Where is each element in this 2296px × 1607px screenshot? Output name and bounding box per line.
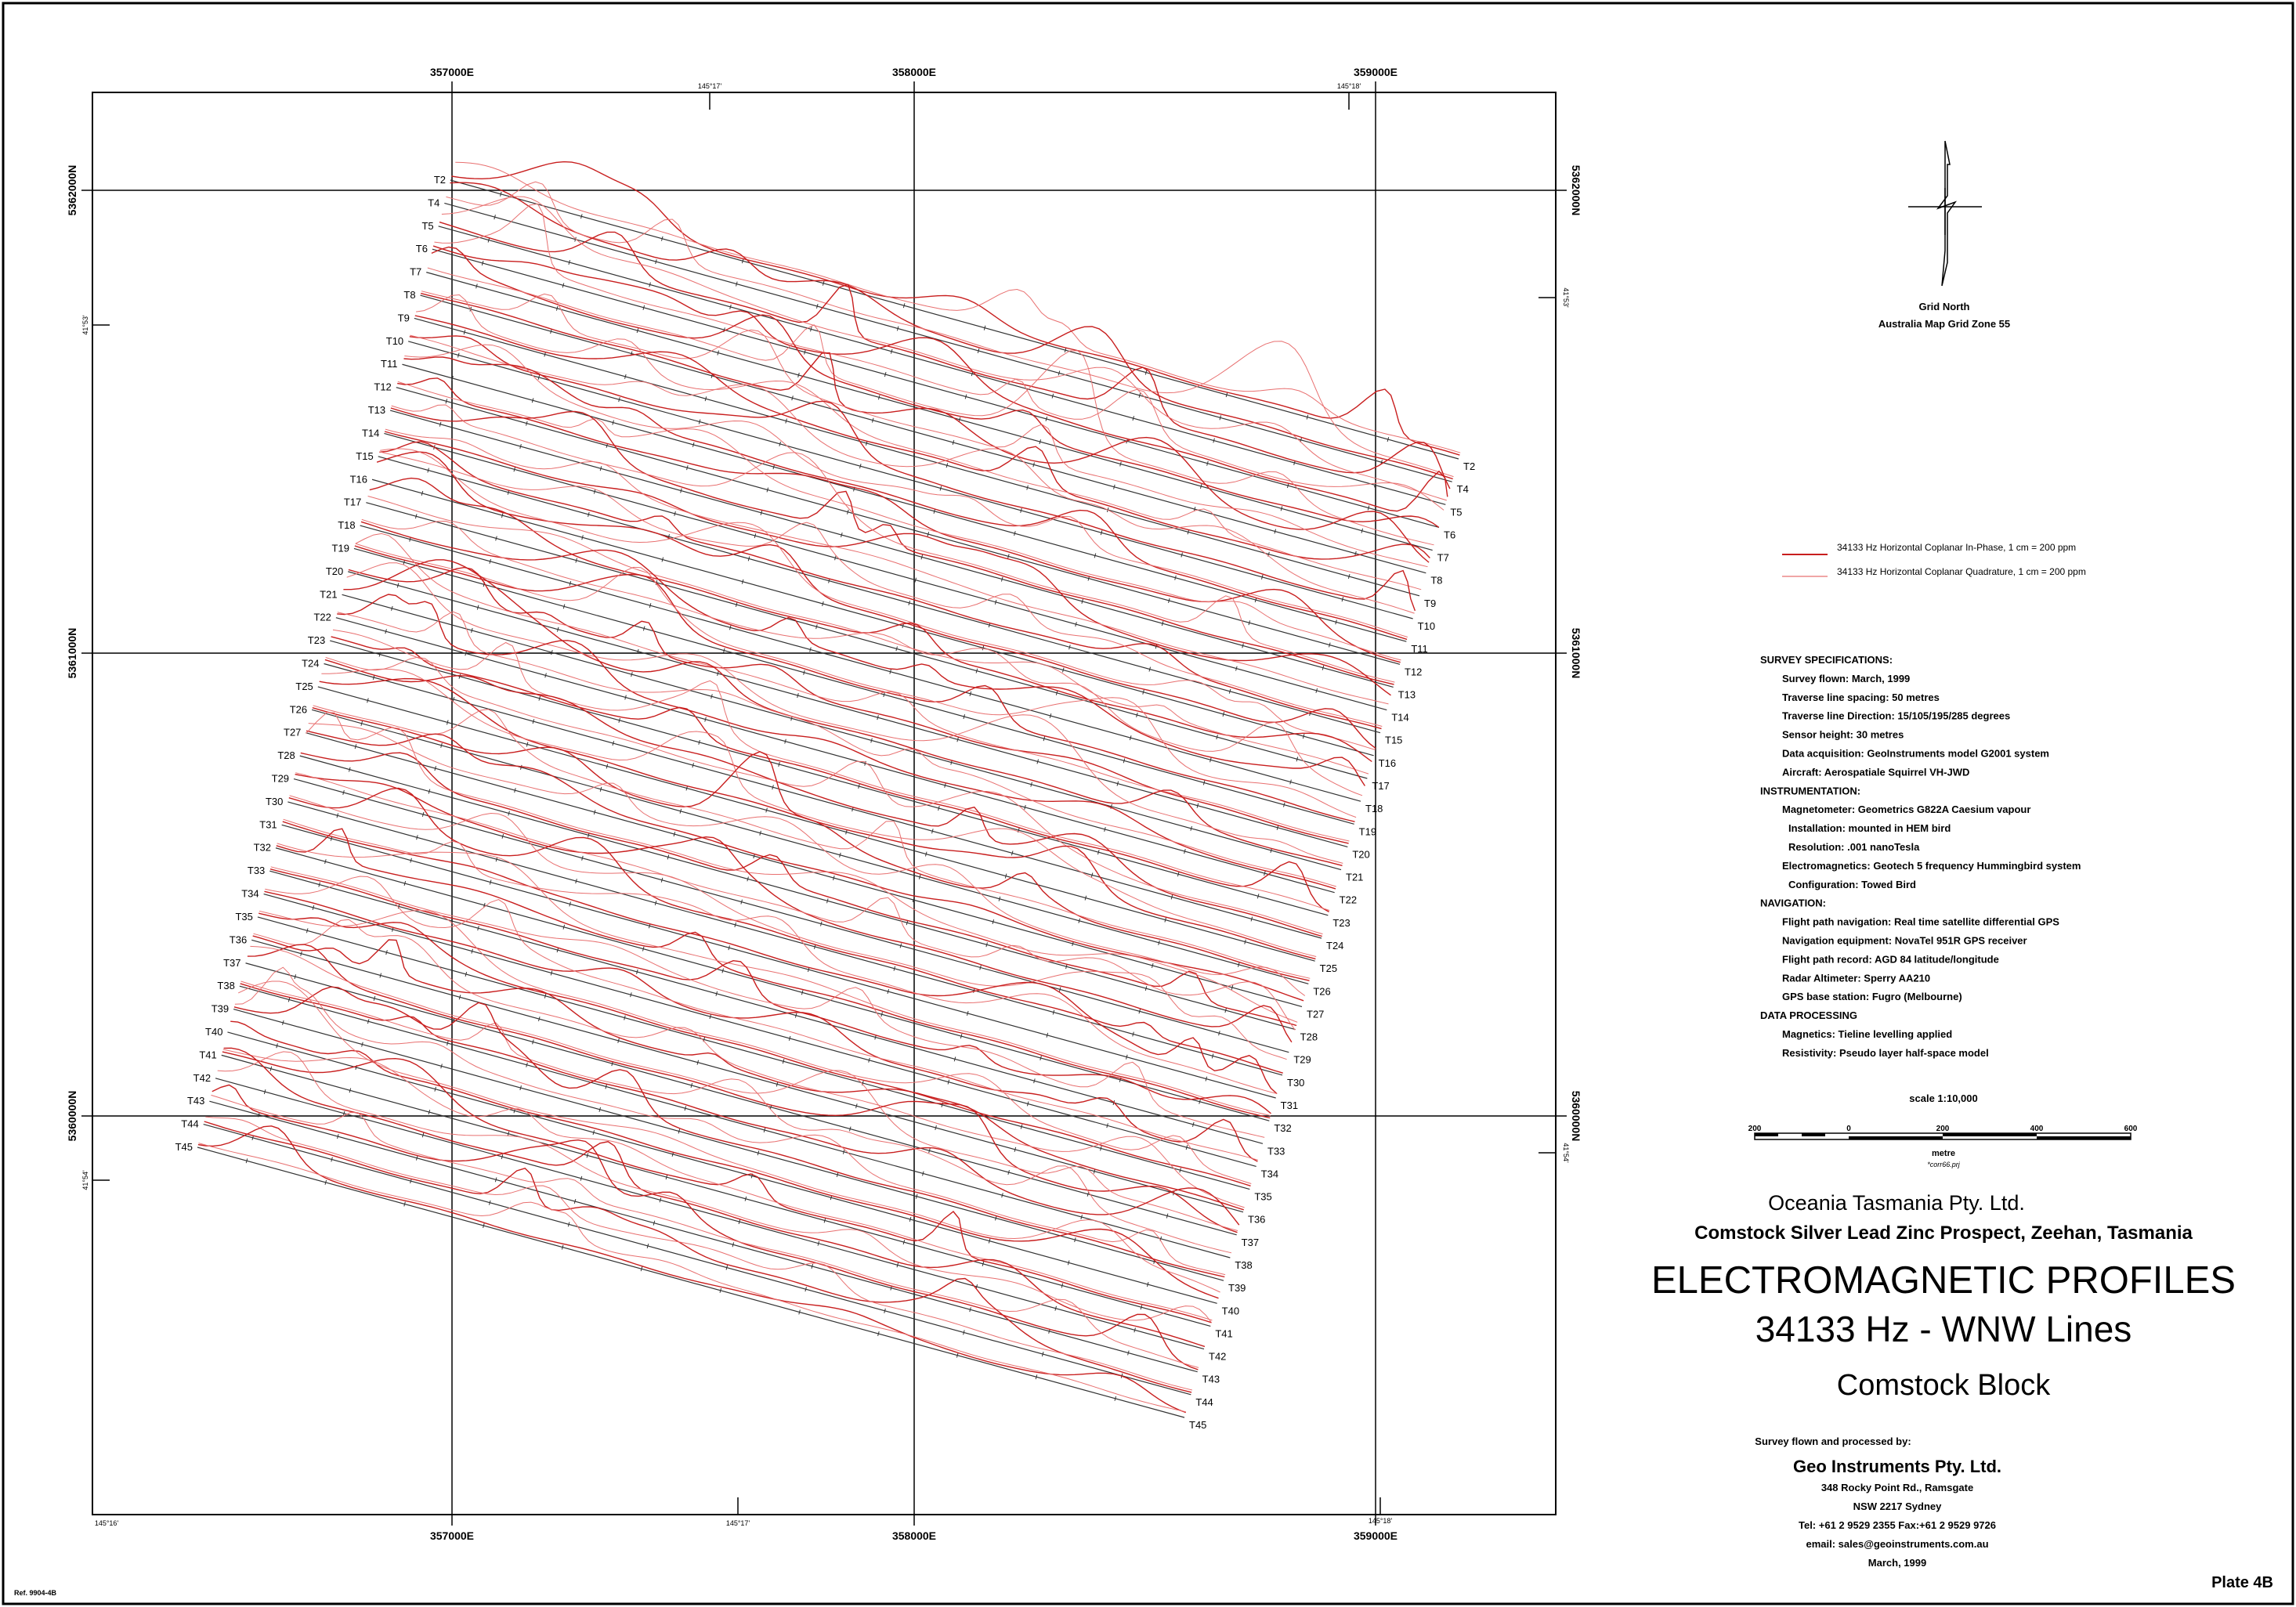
line-label-start: T27 [284, 726, 302, 738]
inphase-profile [415, 316, 1430, 559]
line-label-start: T45 [175, 1141, 193, 1153]
line-label-end: T27 [1307, 1008, 1325, 1020]
plate-number: Plate 4B [2211, 1574, 2273, 1591]
scale-tick-1: 200 [1748, 1125, 1762, 1133]
inphase-profile [337, 594, 1336, 889]
spec-line: Installation: mounted in HEM bird [1788, 822, 1951, 835]
quadrature-profile [241, 981, 1232, 1253]
inphase-profile [385, 432, 1390, 695]
quadrature-profile [455, 162, 1460, 453]
line-label-end: T7 [1437, 551, 1449, 564]
inphase-profile [355, 546, 1355, 822]
inphase-profile [283, 822, 1277, 1094]
line-label-start: T43 [186, 1095, 205, 1107]
spec-line: Data acquisition: GeoInstruments model G2001 system [1782, 747, 2049, 760]
line-label-end: T8 [1430, 574, 1443, 587]
line-label-start: T19 [331, 542, 349, 554]
easting-label-top-1: 357000E [429, 66, 475, 78]
inphase-profile [325, 659, 1322, 936]
line-label-start: T22 [313, 611, 331, 623]
credits [1755, 1435, 2001, 1569]
easting-label-bottom-2: 358000E [891, 1529, 937, 1542]
line-label-end: T19 [1358, 825, 1377, 838]
quadrature-profile [295, 773, 1295, 1031]
legend [1782, 542, 2086, 577]
spec-line: INSTRUMENTATION: [1760, 785, 1861, 797]
spec-line: Resolution: .001 nanoTesla [1788, 841, 1920, 853]
grid-labels [66, 66, 1582, 1542]
line-label-start: T35 [235, 910, 253, 923]
line-label-start: T2 [433, 174, 446, 186]
spec-line: SURVEY SPECIFICATIONS: [1760, 654, 1893, 666]
line-label-end: T40 [1221, 1305, 1240, 1317]
line-label-start: T32 [253, 841, 271, 854]
scale-bar [1748, 1092, 2138, 1168]
line-label-end: T39 [1228, 1282, 1246, 1295]
line-label-start: T18 [338, 519, 356, 532]
geo-bottom-2: 145°17' [725, 1519, 750, 1527]
inphase-profile [301, 753, 1296, 1025]
geo-bottom-3: 145°18' [1368, 1517, 1393, 1525]
quadrature-profile [356, 543, 1356, 818]
line-label-start: T20 [325, 565, 344, 577]
line-label-start: T40 [205, 1025, 223, 1038]
line-label-start: T6 [415, 243, 428, 255]
line-label-start: T10 [385, 334, 404, 347]
line-label-end: T33 [1267, 1145, 1285, 1157]
geo-side-right-2: 41°54' [1562, 1143, 1570, 1163]
line-label-start: T42 [193, 1071, 212, 1084]
quadrature-profile [271, 867, 1265, 1138]
line-label-start: T11 [381, 358, 398, 370]
line-label-start: T38 [217, 980, 235, 992]
legend-label-quadrature: 34133 Hz Horizontal Coplanar Quadrature, 1 cm = 200 ppm [1837, 566, 2086, 577]
quadrature-profile [306, 713, 1298, 1023]
quadrature-profile [265, 876, 1258, 1160]
survey-specifications [1760, 654, 2081, 1059]
line-label-start: T41 [199, 1049, 217, 1061]
scale-title: scale 1:10,000 [1909, 1092, 1978, 1104]
geo-side-left-2: 41°54' [81, 1170, 89, 1190]
inphase-profile [433, 246, 1448, 511]
spec-line: NAVIGATION: [1760, 897, 1827, 909]
scale-tick-5: 600 [2124, 1125, 2138, 1133]
north-arrow-icon [1938, 141, 1955, 286]
quadrature-profile [277, 843, 1271, 1116]
inphase-profile [370, 478, 1372, 762]
spec-line: Radar Altimeter: Sperry AA210 [1782, 972, 1931, 984]
grid [81, 81, 1567, 1526]
line-label-end: T37 [1241, 1236, 1260, 1248]
line-label-end: T45 [1189, 1419, 1207, 1431]
spec-line: Electromagnetics: Geotech 5 frequency Hummingbird system [1782, 859, 2081, 872]
line-label-end: T17 [1372, 780, 1390, 792]
geo-side-left-1: 41°53' [81, 315, 89, 335]
easting-label-bottom-1: 357000E [429, 1529, 475, 1542]
line-label-end: T24 [1326, 940, 1344, 952]
line-label-end: T30 [1287, 1076, 1305, 1089]
spec-line: Configuration: Towed Bird [1788, 878, 1916, 890]
line-label-start: T29 [271, 772, 290, 785]
prospect-name: Comstock Silver Lead Zinc Prospect, Zeehan, Tasmania [1694, 1222, 2193, 1244]
quadrature-profile [333, 630, 1329, 910]
line-label-start: T23 [307, 634, 326, 647]
line-label-end: T41 [1215, 1327, 1233, 1340]
line-label-start: T25 [295, 680, 313, 692]
spec-line: Aircraft: Aerospatiale Squirrel VH-JWD [1782, 766, 1970, 778]
line-label-end: T16 [1378, 757, 1397, 769]
scale-tick-2: 0 [1846, 1125, 1851, 1133]
line-label-end: T42 [1209, 1350, 1227, 1363]
line-label-start: T39 [211, 1002, 230, 1015]
geo-bottom-1: 145°16' [94, 1519, 119, 1527]
inphase-profile [421, 294, 1429, 562]
credits-line-5: March, 1999 [1868, 1557, 1927, 1569]
line-label-end: T38 [1235, 1259, 1253, 1271]
main-title-2: 34133 Hz - WNW Lines [1755, 1309, 2132, 1349]
line-label-end: T29 [1293, 1053, 1311, 1066]
line-label-end: T36 [1248, 1213, 1266, 1226]
inphase-profile [450, 182, 1452, 478]
spec-line: Magnetics: Tieline levelling applied [1782, 1028, 1953, 1040]
credits-line-4: email: sales@geoinstruments.com.au [1806, 1538, 1989, 1550]
ref-number: Ref. 9904-4B [14, 1589, 57, 1597]
spec-line: Survey flown: March, 1999 [1782, 672, 1911, 684]
quadrature-profile [404, 345, 1408, 637]
line-label-start: T4 [428, 197, 440, 209]
line-label-end: T35 [1254, 1190, 1272, 1203]
quadrature-profile [309, 724, 1305, 996]
scale-tick-3: 200 [1936, 1125, 1950, 1133]
line-label-start: T44 [181, 1118, 199, 1130]
line-label-start: T37 [223, 956, 241, 969]
northing-label-right-1: 5362000N [1570, 164, 1582, 216]
scale-unit: metre [1932, 1149, 1955, 1158]
line-label-start: T16 [349, 473, 368, 486]
credits-line-2: NSW 2217 Sydney [1853, 1500, 1942, 1512]
geo-side-right-1: 41°53' [1562, 287, 1570, 308]
line-label-start: T13 [367, 404, 386, 417]
line-label-end: T13 [1397, 688, 1416, 701]
line-label-end: T18 [1365, 803, 1383, 815]
easting-label-bottom-3: 359000E [1353, 1529, 1398, 1542]
geo-tick-labels [81, 82, 1570, 1527]
inphase-profile [204, 1121, 1191, 1392]
spec-line: Flight path navigation: Real time satellite differential GPS [1782, 915, 2059, 928]
line-label-end: T32 [1274, 1122, 1292, 1135]
easting-label-top-2: 358000E [891, 66, 937, 78]
quadrature-profile [442, 197, 1447, 500]
quadrature-profile [447, 182, 1454, 476]
quadrature-profile [326, 657, 1323, 934]
spec-line: Traverse line Direction: 15/105/195/285 degrees [1782, 710, 2011, 722]
geo-top-1: 145°17' [697, 82, 722, 90]
line-label-end: T31 [1280, 1100, 1299, 1111]
quadrature-profile [250, 946, 1238, 1230]
line-label-end: T34 [1260, 1168, 1279, 1180]
line-label-end: T5 [1450, 506, 1463, 518]
line-label-start: T5 [421, 219, 434, 232]
geo-top-2: 145°18' [1336, 82, 1361, 90]
line-label-end: T20 [1352, 848, 1370, 861]
northing-label-left-3: 5360000N [66, 1090, 78, 1142]
spec-line: Traverse line spacing: 50 metres [1782, 691, 1940, 703]
line-label-start: T33 [247, 865, 266, 877]
line-label-start: T14 [361, 427, 380, 439]
spec-line: Navigation equipment: NovaTel 951R GPS receiver [1782, 934, 2027, 947]
inphase-profile [259, 913, 1250, 1186]
line-label-start: T24 [302, 657, 320, 670]
line-label-start: T36 [229, 934, 248, 946]
north-arrow [1908, 141, 1982, 286]
line-label-end: T43 [1202, 1373, 1220, 1385]
credits-company: Geo Instruments Pty. Ltd. [1792, 1457, 2002, 1476]
inphase-profile [248, 944, 1238, 1233]
main-title-1: ELECTROMAGNETIC PROFILES [1651, 1259, 2236, 1302]
inphase-profile [343, 560, 1342, 866]
inphase-profile [240, 984, 1239, 1225]
spec-line: Resistivity: Pseudo layer half-space model [1782, 1046, 1989, 1059]
inphase-profile [224, 1048, 1205, 1346]
line-label-end: T44 [1195, 1396, 1213, 1408]
line-label-end: T2 [1463, 460, 1476, 472]
line-label-start: T34 [241, 887, 259, 900]
line-label-end: T25 [1319, 962, 1338, 975]
client-name: Oceania Tasmania Pty. Ltd. [1768, 1191, 2025, 1215]
spec-line: Flight path record: AGD 84 latitude/longitude [1782, 953, 1999, 966]
line-label-end: T12 [1405, 666, 1423, 678]
line-label-end: T9 [1424, 597, 1437, 609]
line-label-end: T14 [1391, 711, 1409, 724]
line-labels [175, 174, 1476, 1431]
block-name: Comstock Block [1836, 1369, 2051, 1402]
line-label-end: T23 [1332, 916, 1350, 929]
quadrature-profile [416, 295, 1421, 590]
credits-heading: Survey flown and processed by: [1755, 1435, 1911, 1447]
line-label-end: T15 [1385, 734, 1403, 746]
line-label-end: T4 [1456, 483, 1469, 496]
line-label-end: T28 [1300, 1031, 1318, 1043]
north-label: Grid North [1918, 301, 1970, 312]
line-label-end: T11 [1411, 643, 1428, 655]
map-grid-zone: Australia Map Grid Zone 55 [1878, 318, 2011, 330]
line-label-start: T26 [289, 703, 308, 716]
inphase-profile [439, 222, 1450, 489]
line-label-end: T6 [1444, 529, 1456, 541]
line-label-start: T17 [343, 496, 362, 508]
inphase-profile [397, 378, 1401, 663]
line-label-start: T21 [320, 588, 338, 601]
northing-label-left-2: 5361000N [66, 627, 78, 679]
easting-label-top-3: 359000E [1353, 66, 1398, 78]
quadrature-profile [199, 1143, 1187, 1412]
spec-line: GPS base station: Fugro (Melbourne) [1782, 991, 1962, 1003]
northing-label-left-1: 5362000N [66, 164, 78, 216]
spec-line: DATA PROCESSING [1760, 1009, 1857, 1022]
spec-line: Sensor height: 30 metres [1782, 728, 1904, 741]
line-label-start: T9 [397, 312, 410, 324]
scale-proj: *corr66.prj [1927, 1161, 1960, 1168]
quadrature-profile [254, 919, 1245, 1208]
line-label-start: T28 [277, 749, 295, 762]
credits-line-3: Tel: +61 2 9529 2355 Fax:+61 2 9529 9726 [1798, 1519, 1997, 1531]
line-label-start: T31 [259, 818, 277, 831]
northing-label-right-3: 5360000N [1570, 1090, 1582, 1142]
inphase-profile [451, 162, 1459, 455]
inphase-profile [198, 1126, 1186, 1413]
line-label-start: T30 [265, 795, 284, 807]
line-label-end: T10 [1417, 620, 1436, 632]
quadrature-profile [321, 669, 1316, 956]
line-label-start: T7 [410, 265, 422, 278]
credits-line-1: 348 Rocky Point Rd., Ramsgate [1821, 1482, 1974, 1493]
spec-line: Magnetometer: Geometrics G822A Caesium vapour [1782, 804, 2031, 816]
line-label-start: T12 [374, 381, 392, 393]
line-label-end: T22 [1339, 894, 1358, 906]
legend-label-inphase: 34133 Hz Horizontal Coplanar In-Phase, 1 cm = 200 ppm [1837, 542, 2077, 553]
line-label-end: T26 [1313, 985, 1331, 998]
northing-label-right-2: 5361000N [1570, 627, 1582, 679]
title-block [1651, 1191, 2236, 1402]
scale-tick-4: 400 [2030, 1125, 2044, 1133]
line-label-start: T8 [403, 289, 416, 302]
line-label-end: T21 [1346, 871, 1364, 883]
line-label-start: T15 [356, 450, 374, 462]
